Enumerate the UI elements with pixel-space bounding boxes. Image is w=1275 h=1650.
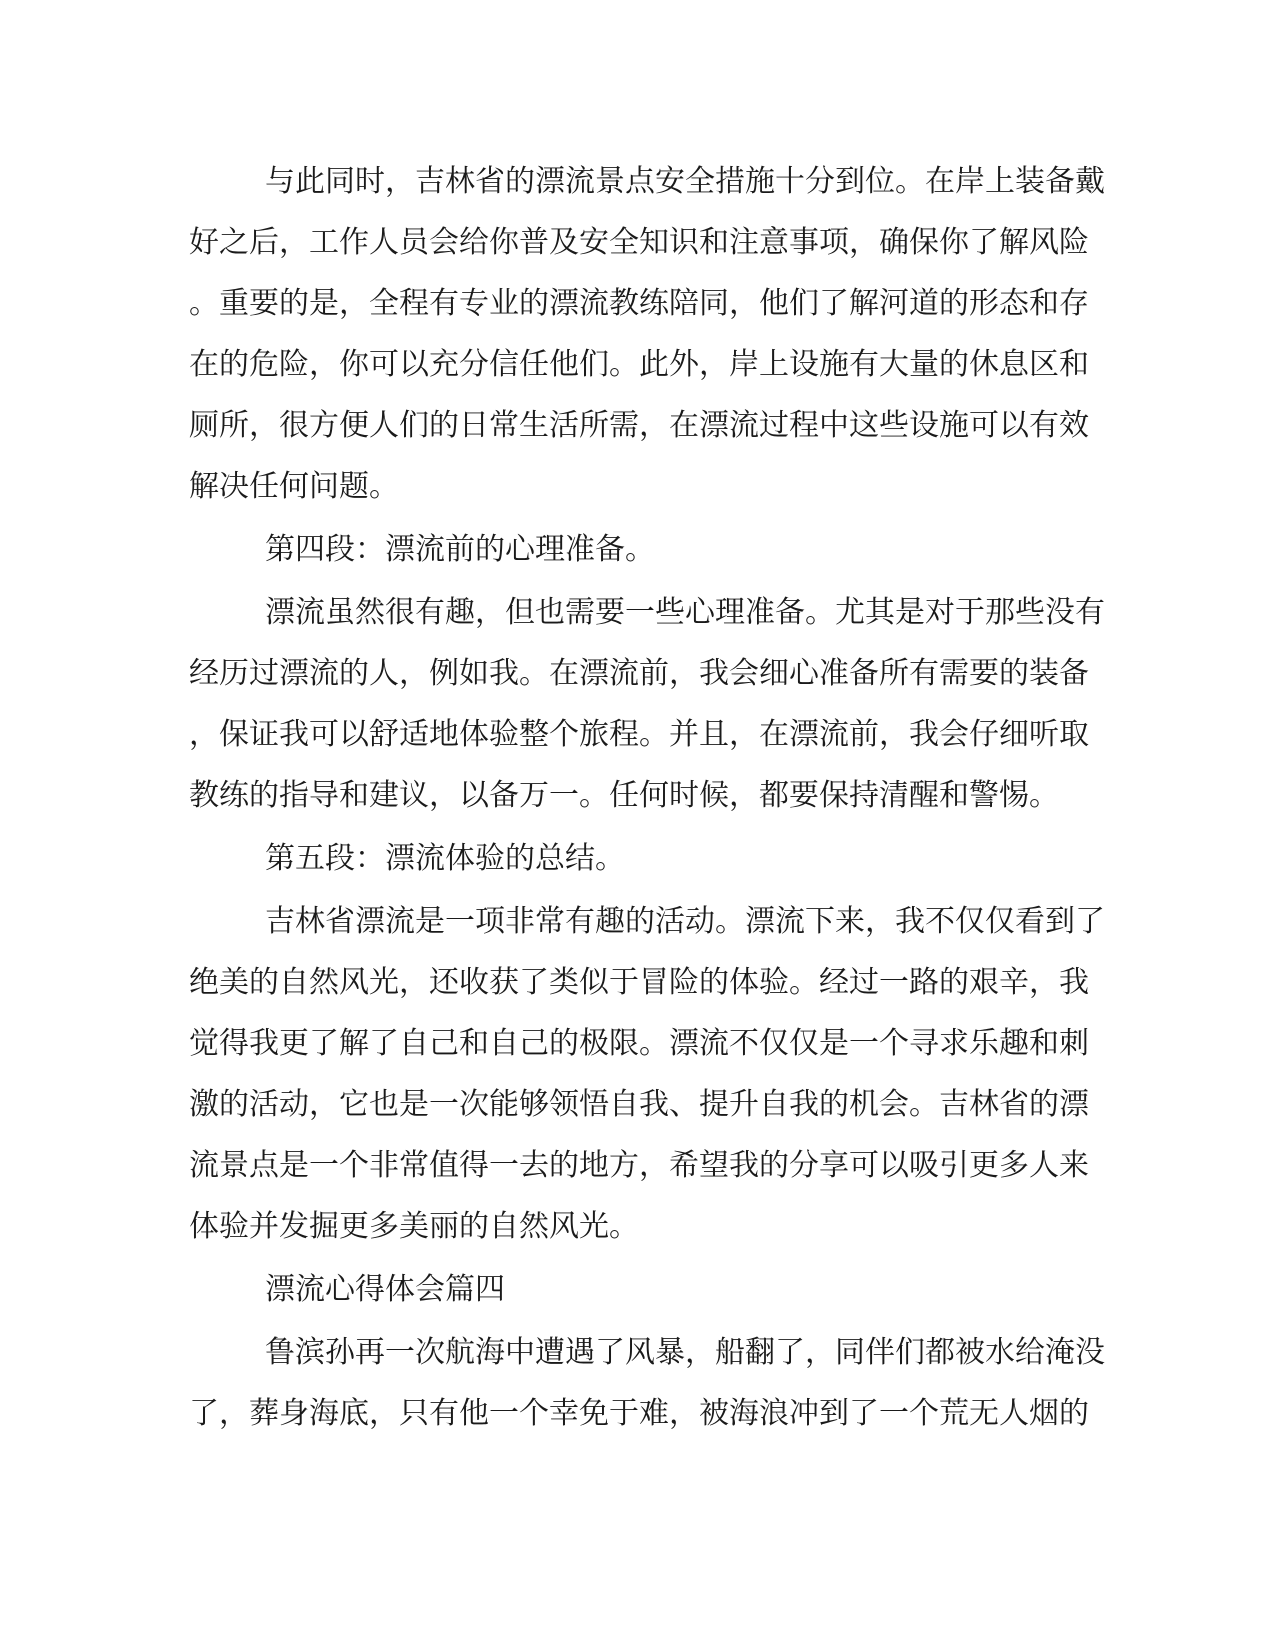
paragraph-line: 经历过漂流的人，例如我。在漂流前，我会细心准备所有需要的装备 [189,656,1089,691]
paragraph-line: 好之后，工作人员会给你普及安全知识和注意事项，确保你了解风险 [189,225,1089,260]
paragraph-line: 解决任何问题。 [189,469,399,504]
paragraph-line: 了，葬身海底，只有他一个幸免于难，被海浪冲到了一个荒无人烟的 [189,1396,1089,1431]
paragraph-line: 。重要的是，全程有专业的漂流教练陪同，他们了解河道的形态和存 [189,286,1089,321]
paragraph-line: 激的活动，它也是一次能够领悟自我、提升自我的机会。吉林省的漂 [189,1087,1089,1122]
section-heading-four: 第四段：漂流前的心理准备。 [265,532,655,567]
paragraph-line: 漂流虽然很有趣，但也需要一些心理准备。尤其是对于那些没有 [265,595,1105,630]
paragraph-line: 在的危险，你可以充分信任他们。此外，岸上设施有大量的休息区和 [189,347,1089,382]
paragraph-line: 吉林省漂流是一项非常有趣的活动。漂流下来，我不仅仅看到了 [265,904,1105,939]
paragraph-line: 绝美的自然风光，还收获了类似于冒险的体验。经过一路的艰辛，我 [189,965,1089,1000]
paragraph-line: 与此同时，吉林省的漂流景点安全措施十分到位。在岸上装备戴 [265,164,1105,199]
paragraph-line: ，保证我可以舒适地体验整个旅程。并且，在漂流前，我会仔细听取 [189,717,1089,752]
paragraph-line: 体验并发掘更多美丽的自然风光。 [189,1209,639,1244]
paragraph-line: 厕所，很方便人们的日常生活所需，在漂流过程中这些设施可以有效 [189,408,1089,443]
article-title: 漂流心得体会篇四 [265,1272,505,1307]
paragraph-line: 觉得我更了解了自己和自己的极限。漂流不仅仅是一个寻求乐趣和刺 [189,1026,1089,1061]
section-heading-five: 第五段：漂流体验的总结。 [265,841,625,876]
paragraph-line: 流景点是一个非常值得一去的地方，希望我的分享可以吸引更多人来 [189,1148,1089,1183]
paragraph-line: 鲁滨孙再一次航海中遭遇了风暴，船翻了，同伴们都被水给淹没 [265,1335,1105,1370]
paragraph-line: 教练的指导和建议，以备万一。任何时候，都要保持清醒和警惕。 [189,778,1059,813]
